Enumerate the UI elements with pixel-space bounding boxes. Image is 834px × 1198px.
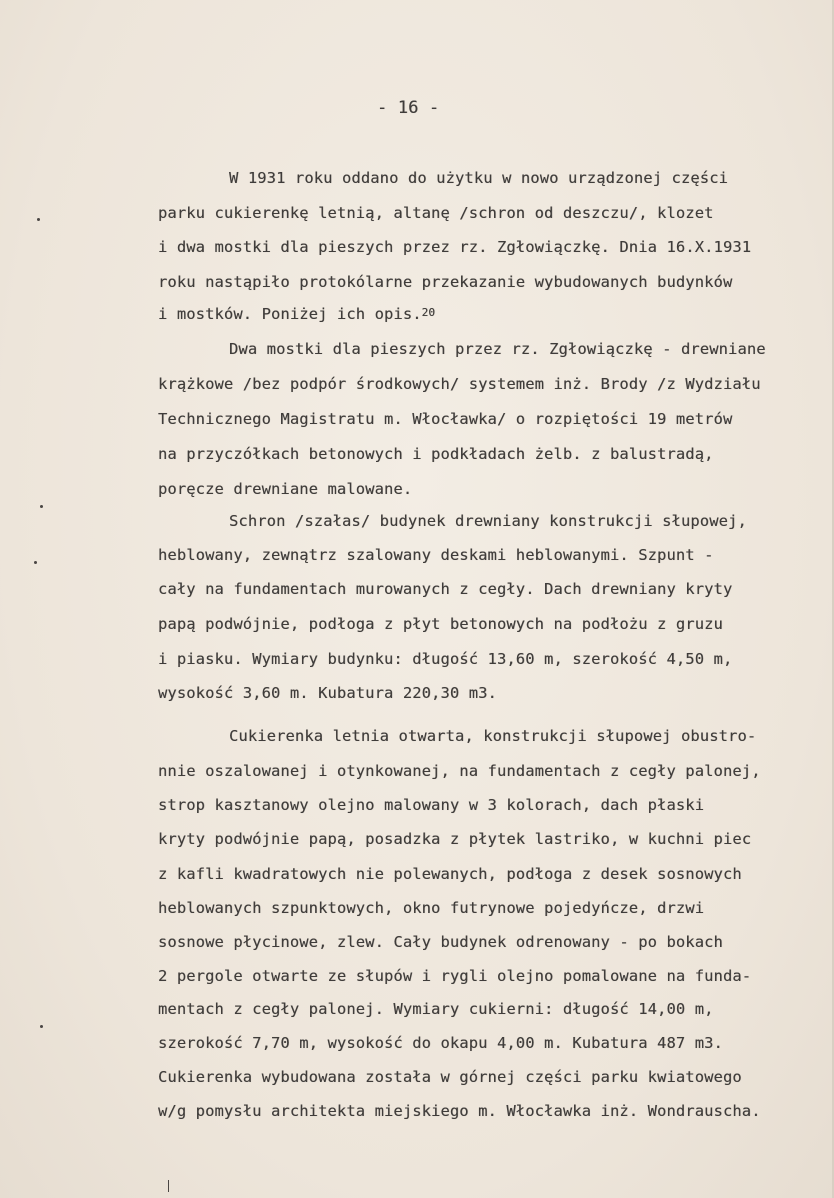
text-line: z kafli kwadratowych nie polewanych, podłoga z desek sosnowych <box>158 865 742 883</box>
text-line: sosnowe płycinowe, zlew. Cały budynek odrenowany - po bokach <box>158 933 723 951</box>
text-line: 2 pergole otwarte ze słupów i rygli olejno pomalowane na funda- <box>158 967 752 985</box>
scan-mark <box>168 1180 169 1192</box>
scan-speck <box>40 1025 43 1028</box>
text-line: poręcze drewniane malowane. <box>158 480 413 498</box>
scan-speck <box>40 505 43 508</box>
text-line: Cukierenka wybudowana została w górnej części parku kwiatowego <box>158 1068 742 1086</box>
text-line: strop kasztanowy olejno malowany w 3 kolorach, dach płaski <box>158 796 705 814</box>
text-line: Schron /szałas/ budynek drewniany konstrukcji słupowej, <box>229 512 747 530</box>
text-line: kryty podwójnie papą, posadzka z płytek lastriko, w kuchni piec <box>158 830 752 848</box>
footnote-ref: 20 <box>421 306 436 319</box>
text-line: wysokość 3,60 m. Kubatura 220,30 m3. <box>158 684 497 702</box>
text-line: szerokość 7,70 m, wysokość do okapu 4,00 m. Kubatura 487 m3. <box>158 1034 723 1052</box>
text-line-with-footnote <box>158 305 435 323</box>
text-line: cały na fundamentach murowanych z cegły. Dach drewniany kryty <box>158 580 733 598</box>
text-line: papą podwójnie, podłoga z płyt betonowych na podłożu z gruzu <box>158 615 723 633</box>
scan-speck <box>34 561 37 564</box>
text-line: heblowany, zewnątrz szalowany deskami heblowanymi. Szpunt - <box>158 546 714 564</box>
text-line: nnie oszalowanej i otynkowanej, na fundamentach z cegły palonej, <box>158 762 761 780</box>
text-line: Technicznego Magistratu m. Włocławka/ o rozpiętości 19 metrów <box>158 410 733 428</box>
text-line: w/g pomysłu architekta miejskiego m. Włocławka inż. Wondrauscha. <box>158 1102 761 1120</box>
page-number: - 16 - <box>377 98 440 118</box>
text-line: mentach z cegły palonej. Wymiary cukierni: długość 14,00 m, <box>158 1000 714 1018</box>
text-line: i mostków. Poniżej ich opis. <box>158 305 422 323</box>
text-line: Dwa mostki dla pieszych przez rz. Zgłowiączkę - drewniane <box>229 340 766 358</box>
text-line: roku nastąpiło protokólarne przekazanie wybudowanych budynków <box>158 273 733 291</box>
text-line: krążkowe /bez podpór środkowych/ systemem inż. Brody /z Wydziału <box>158 375 761 393</box>
text-line: i piasku. Wymiary budynku: długość 13,60 m, szerokość 4,50 m, <box>158 650 733 668</box>
text-line: heblowanych szpunktowych, okno futrynowe pojedyńcze, drzwi <box>158 899 705 917</box>
text-line: Cukierenka letnia otwarta, konstrukcji słupowej obustro- <box>229 727 757 745</box>
text-line: na przyczółkach betonowych i podkładach żelb. z balustradą, <box>158 445 714 463</box>
text-line: W 1931 roku oddano do użytku w nowo urządzonej części <box>229 169 729 187</box>
text-line: parku cukierenkę letnią, altanę /schron od deszczu/, klozet <box>158 204 714 222</box>
scan-speck <box>37 218 40 221</box>
text-line: i dwa mostki dla pieszych przez rz. Zgłowiączkę. Dnia 16.X.1931 <box>158 238 752 256</box>
